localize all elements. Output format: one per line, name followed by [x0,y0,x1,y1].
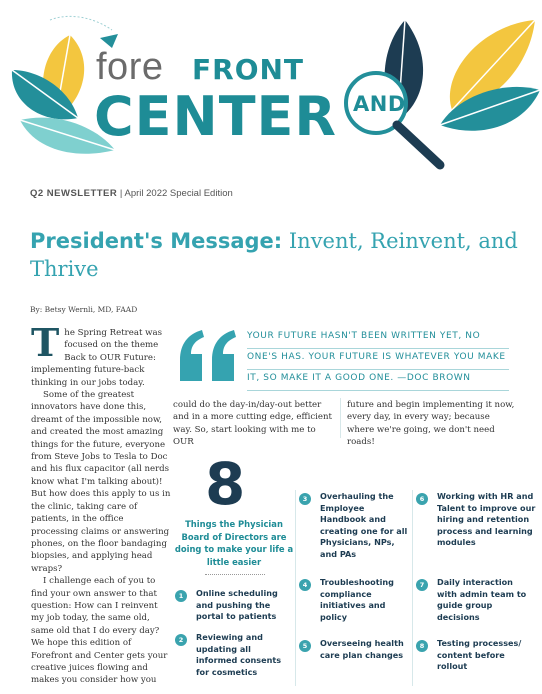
title-fore: fore [96,46,164,88]
list-item: Overhauling the Employee Handbook and creating one for all Physicians, NPs, and PAs [320,491,408,559]
headline-rest: Invent, Reinvent, and Thrive [30,229,518,281]
quote-rule [247,348,509,349]
paragraph-2: Some of the greatest innovators have done this, dreamt of the impossible now, and created the most amazing things for the future, everyone from Steve Jobs to Tesla to Doc and his flux capacitor (all nerds know what I'm talking about)! But how does this apply to us in the clinic, taking care of patients, in the office processing claims or answering phones, on the floor bandaging biopsies, and applying head wraps? [31,390,171,574]
pull-quote-line: ONE'S HAS. YOUR FUTURE IS WHATEVER YOU MAKE [247,352,506,362]
list-number-badge: 7 [416,579,428,591]
edition-label: April 2022 Special Edition [124,188,233,199]
meta-separator: | [119,188,123,199]
quote-rule [247,369,509,370]
byline: By: Betsy Wernli, MD, FAAD [30,305,138,314]
quote-rule [247,390,509,391]
quote-mark-icon [172,326,242,386]
article-column-1 [31,320,173,687]
list-number-badge: 5 [299,640,311,652]
newsletter-meta [30,188,233,199]
list-number-badge: 2 [175,634,187,646]
list-number-badge: 6 [416,493,428,505]
column-divider [412,490,413,686]
newsletter-label: Q2 NEWSLETTER [30,188,118,199]
paragraph-1-text: he Spring Retreat was focused on the theme Back to OUR Future: implementing future-back thinking in our jobs today. [31,328,163,388]
list-number-badge: 8 [416,640,428,652]
list-item: Online scheduling and pushing the portal to patients [196,588,278,622]
column-divider [340,398,341,438]
list-item: Testing processes/ content before rollout [437,638,522,672]
list-number-badge: 4 [299,579,311,591]
list-number-badge: 1 [175,590,187,602]
list-item: Working with HR and Talent to improve our hiring and retention process and learning modules [437,491,536,548]
title-front: FRONT [192,53,305,86]
article-column-2: could do the day-in/day-out better and in a more cutting edge, efficient way. So, start looking with me to OUR [173,400,332,448]
paragraph-3: I challenge each of you to find your own answer to that question: How can I reinvent my job today, the same old, same old that I do every day? We hope this edition of Forefront and Center gets your creative juices flowing and makes you consider how you [31,576,168,686]
list-item: Overseeing health care plan changes [320,638,404,660]
drop-cap: T [31,320,60,365]
list-heading: Things the Physician Board of Directors are doing to make your life a little easier [174,519,294,567]
list-item: Troubleshooting compliance initiatives and policy [320,577,394,622]
pull-quote-line: IT, SO MAKE IT A GOOD ONE. —DOC BROWN [247,373,471,383]
dotted-divider [205,574,265,575]
list-item: Daily interaction with admin team to guide group decisions [437,577,527,622]
paragraph-1 [31,320,173,389]
title-center: CENTER [94,85,338,148]
article-column-3: future and begin implementing it now, every day, in every way; because where we're going, we don't need roads! [347,400,515,448]
headline-lead: President's Message: [30,229,283,253]
big-number: 8 [205,450,246,518]
pull-quote-line: YOUR FUTURE HASN'T BEEN WRITTEN YET, NO [247,331,481,341]
list-item: Reviewing and updating all informed consents for cosmetics [196,632,282,677]
masthead [0,0,542,180]
pull-quote [247,326,515,389]
page-title [30,227,520,283]
list-number-badge: 3 [299,493,311,505]
column-divider [295,490,296,686]
title-and: AND [353,92,406,116]
